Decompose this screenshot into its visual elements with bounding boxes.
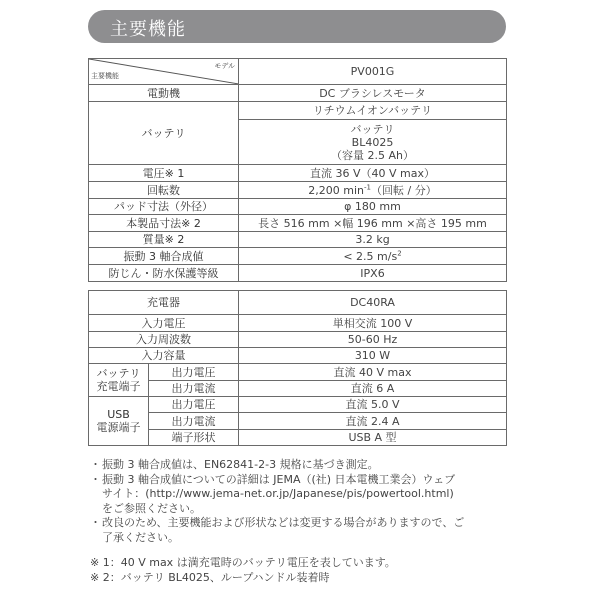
table-row: [89, 332, 507, 348]
row-label: 本製品寸法※ 2: [89, 215, 239, 232]
row-label: 入力電圧: [89, 315, 239, 332]
note-item: [90, 473, 510, 517]
bullet-icon: ・: [90, 458, 101, 471]
row-label: 質量※ 2: [89, 232, 239, 248]
table-row: [89, 265, 507, 282]
value-line: （容量 2.5 Ah）: [331, 148, 414, 162]
section-title: 主要機能: [110, 19, 186, 40]
row-value: DC ブラシレスモータ: [239, 85, 507, 102]
note-line: 振動 3 軸合成値は、EN62841-2-3 規格に基づき測定。: [102, 458, 379, 471]
value-line: BL4025: [351, 135, 394, 149]
value-main: 2,200 min: [308, 183, 365, 197]
group-label-line: USB: [107, 408, 130, 421]
table-row: [89, 165, 507, 182]
model-name: PV001G: [239, 59, 507, 85]
bullet-icon: ・: [90, 516, 101, 529]
row-label: 電動機: [89, 85, 239, 102]
corner-cell: [89, 59, 239, 85]
note-line: 了承ください。: [102, 530, 179, 544]
row-label: 出力電流: [149, 381, 239, 397]
footnote-1: ※ 1：40 V max は満充電時のバッテリ電圧を表しています。: [90, 556, 396, 569]
row-label: 出力電流: [149, 413, 239, 430]
table-row: [89, 248, 507, 265]
note-item: [90, 516, 510, 545]
row-label: バッテリ: [89, 102, 239, 165]
row-value: 長さ 516 mm ×幅 196 mm ×高さ 195 mm: [239, 215, 507, 232]
row-value: リチウムイオンバッテリ: [239, 102, 507, 120]
spec-table: [88, 58, 507, 282]
row-value: USB A 型: [239, 430, 507, 446]
row-label: パッド寸法（外径）: [89, 199, 239, 215]
group-label-line: 電源端子: [96, 421, 141, 434]
table-row: [89, 199, 507, 215]
table-row: [89, 430, 507, 446]
note-link-line: サイト：(http://www.jema-net.or.jp/Japanese/pis/powertool.html): [102, 487, 454, 500]
row-label: 出力電圧: [149, 364, 239, 381]
value-sup: -1: [364, 182, 371, 191]
note-item: [90, 458, 510, 473]
charger-label: 充電器: [89, 291, 239, 315]
table-row: [89, 232, 507, 248]
row-value: 50-60 Hz: [239, 332, 507, 348]
table-row: [89, 182, 507, 199]
row-label: 電圧※ 1: [89, 165, 239, 182]
table-row: [89, 348, 507, 364]
table-header-row: [89, 291, 507, 315]
row-label: 出力電圧: [149, 397, 239, 413]
table-row: [89, 315, 507, 332]
charger-model: DC40RA: [239, 291, 507, 315]
row-label: 振動 3 軸合成値: [89, 248, 239, 265]
table-row: [89, 364, 507, 381]
section-header: [88, 10, 506, 43]
note-line: 振動 3 軸合成値についての詳細は JEMA（(社) 日本電機工業会）ウェブ: [102, 472, 456, 486]
value-line: バッテリ: [350, 122, 395, 136]
row-value: φ 180 mm: [239, 199, 507, 215]
row-value: [239, 120, 507, 165]
footnotes: [90, 555, 396, 585]
row-value: [239, 248, 507, 265]
row-value: 単相交流 100 V: [239, 315, 507, 332]
group-label: [89, 397, 149, 446]
value-suffix: （回転 / 分）: [371, 183, 437, 197]
bullet-icon: ・: [90, 472, 101, 486]
row-value: IPX6: [239, 265, 507, 282]
row-value: 直流 6 A: [239, 381, 507, 397]
group-label-line: バッテリ: [96, 367, 141, 380]
value-main: < 2.5 m/s: [343, 249, 398, 263]
value-sup: 2: [397, 248, 402, 257]
note-line: 改良のため、主要機能および形状などは変更する場合がありますので、ご: [102, 516, 465, 529]
row-label: 端子形状: [149, 430, 239, 446]
row-value: 直流 40 V max: [239, 364, 507, 381]
table-row: [89, 381, 507, 397]
charger-table: [88, 290, 507, 446]
table-row: [89, 397, 507, 413]
table-header-row: [89, 59, 507, 85]
notes-list: [90, 458, 510, 545]
row-value: [239, 182, 507, 199]
model-label: モデル: [214, 62, 235, 70]
row-label: 入力周波数: [89, 332, 239, 348]
table-row: [89, 102, 507, 120]
table-row: [89, 413, 507, 430]
row-label: 回転数: [89, 182, 239, 199]
row-label: 入力容量: [89, 348, 239, 364]
row-value: 3.2 kg: [239, 232, 507, 248]
row-value: 直流 36 V（40 V max）: [239, 165, 507, 182]
group-label: [89, 364, 149, 397]
table-row: [89, 215, 507, 232]
feature-label: 主要機能: [91, 72, 119, 80]
group-label-line: 充電端子: [96, 380, 141, 393]
row-label: 防じん・防水保護等級: [89, 265, 239, 282]
row-value: 310 W: [239, 348, 507, 364]
row-value: 直流 5.0 V: [239, 397, 507, 413]
row-value: 直流 2.4 A: [239, 413, 507, 430]
note-line: をご参照ください。: [102, 501, 201, 515]
footnote-2: ※ 2：バッテリ BL4025、ループハンドル装着時: [90, 571, 330, 584]
table-row: [89, 85, 507, 102]
